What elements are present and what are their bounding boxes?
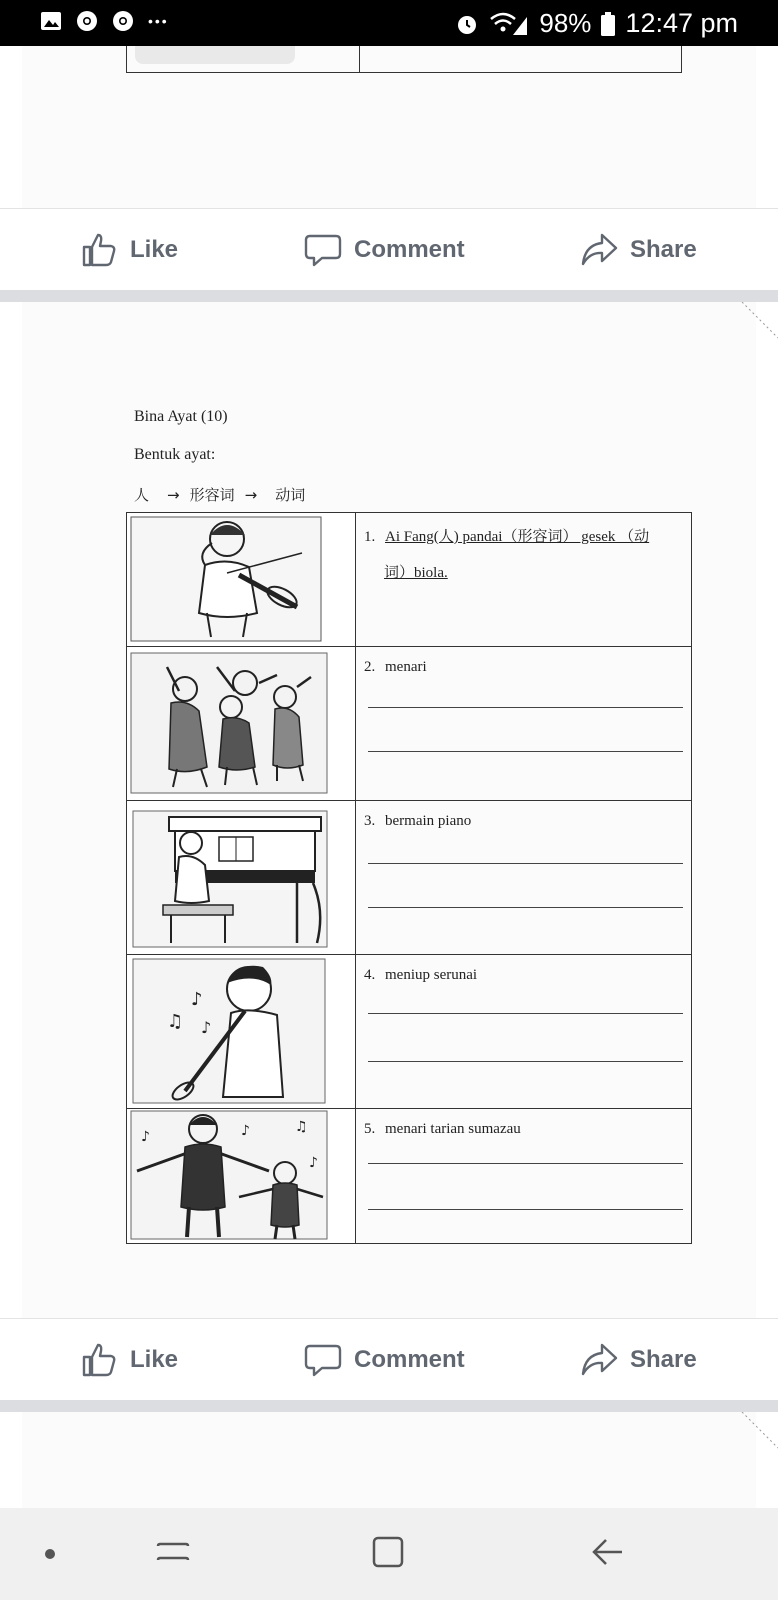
like-button[interactable] — [80, 231, 178, 269]
post-card — [0, 46, 778, 290]
worksheet-table — [126, 512, 692, 1244]
item-number: 5. — [364, 1121, 376, 1137]
worksheet-subtitle: Bentuk ayat: — [134, 446, 216, 463]
like-label: Like — [130, 1346, 179, 1373]
pattern-adjective: 形容词 — [189, 486, 235, 504]
illustration-fragment — [135, 46, 295, 64]
wifi-signal-icon — [489, 11, 529, 37]
post-image[interactable] — [22, 1412, 756, 1508]
answer-line[interactable] — [368, 1061, 683, 1062]
like-icon — [80, 1341, 118, 1379]
system-nav-bar — [0, 1508, 778, 1600]
arrow-icon: → — [244, 485, 258, 504]
comment-label: Comment — [354, 1346, 465, 1373]
pair-dancing-illustration — [127, 1109, 356, 1241]
answer-line[interactable] — [368, 1209, 683, 1210]
answer-line[interactable] — [368, 907, 683, 908]
answer-line[interactable] — [368, 1163, 683, 1164]
table-row — [127, 647, 691, 801]
item-prompt: bermain piano — [385, 813, 472, 829]
share-icon — [580, 1341, 618, 1379]
status-bar — [0, 0, 778, 46]
item-number: 1. — [364, 529, 376, 545]
alarm-icon — [455, 12, 479, 36]
home-icon[interactable] — [370, 1534, 406, 1570]
sentence-pattern — [134, 484, 305, 505]
item-prompt: menari tarian sumazau — [385, 1121, 521, 1137]
item-prompt: meniup serunai — [385, 967, 478, 983]
battery-icon — [601, 12, 615, 36]
post-action-bar — [0, 208, 778, 290]
table-row — [127, 513, 691, 647]
table-fragment — [126, 46, 682, 73]
text-cell — [356, 955, 691, 1108]
text-cell — [356, 647, 691, 800]
like-icon — [80, 231, 118, 269]
boy-flute-illustration — [127, 955, 356, 1107]
answer-line[interactable] — [368, 707, 683, 708]
music-note-icon: ♪ — [141, 1129, 150, 1145]
chrome-icon — [112, 10, 134, 32]
text-cell — [356, 513, 691, 646]
post-image[interactable] — [22, 46, 756, 208]
like-label: Like — [130, 236, 179, 263]
item-number: 2. — [364, 659, 376, 675]
back-icon[interactable] — [590, 1534, 626, 1570]
pattern-verb: 动词 — [275, 486, 306, 504]
share-button[interactable] — [580, 1341, 697, 1379]
post-action-bar — [0, 1318, 778, 1400]
comment-button[interactable] — [304, 1341, 465, 1379]
battery-percent: 98% — [539, 8, 592, 38]
post-card — [0, 1412, 778, 1508]
share-label: Share — [630, 236, 697, 263]
comment-label: Comment — [354, 236, 465, 263]
share-icon — [580, 231, 618, 269]
table-row — [127, 1109, 691, 1243]
group-dancing-illustration — [127, 647, 356, 799]
item-prompt: menari — [385, 659, 427, 675]
dot-icon — [44, 1548, 56, 1560]
share-button[interactable] — [580, 231, 697, 269]
share-label: Share — [630, 1346, 697, 1373]
illustration-cell — [127, 801, 356, 954]
illustration-cell — [127, 955, 356, 1108]
illustration-cell — [127, 513, 356, 646]
answer-line[interactable] — [368, 863, 683, 864]
corner-dotted-decoration — [738, 302, 778, 342]
comment-icon — [304, 1341, 342, 1379]
music-note-icon: ♪ — [309, 1155, 318, 1171]
text-cell — [356, 1109, 691, 1243]
text-cell — [356, 801, 691, 954]
girl-violin-illustration — [127, 513, 356, 645]
chrome-icon — [76, 10, 98, 32]
illustration-cell — [127, 647, 356, 800]
example-sentence-line1: Ai Fang(人) pandai（形容词） gesek （动 — [385, 529, 650, 545]
music-note-icon: ♪ — [191, 989, 203, 1010]
more-dots-icon: ••• — [148, 13, 169, 29]
recent-apps-icon[interactable] — [156, 1534, 192, 1570]
answer-line[interactable] — [368, 751, 683, 752]
girl-piano-illustration — [127, 801, 356, 953]
pattern-person: 人 — [134, 486, 150, 504]
music-note-icon: ♪ — [241, 1123, 250, 1139]
table-row — [127, 801, 691, 955]
example-sentence-line2: 词）biola. — [384, 565, 448, 581]
like-button[interactable] — [80, 1341, 178, 1379]
music-note-icon: ♪ — [201, 1018, 212, 1037]
comment-button[interactable] — [304, 231, 465, 269]
comment-icon — [304, 231, 342, 269]
arrow-icon: → — [167, 485, 180, 504]
gallery-icon — [40, 10, 62, 32]
answer-line[interactable] — [368, 1013, 683, 1014]
clock-time: 12:47 pm — [625, 8, 738, 38]
corner-dotted-decoration — [738, 1412, 778, 1452]
item-number: 4. — [364, 967, 376, 983]
worksheet-title: Bina Ayat (10) — [134, 408, 228, 425]
music-note-icon: ♫ — [167, 1011, 184, 1032]
item-number: 3. — [364, 813, 376, 829]
music-note-icon: ♫ — [295, 1119, 308, 1135]
illustration-cell — [127, 1109, 356, 1243]
table-row — [127, 955, 691, 1109]
